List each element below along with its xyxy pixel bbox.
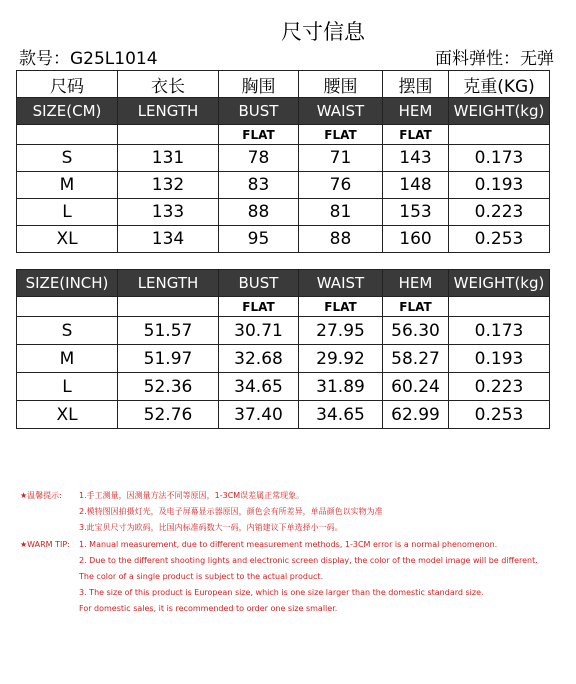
- header-cell: 摆围: [383, 71, 449, 98]
- table-cell: 83: [219, 172, 299, 199]
- note-text: 2.模特图因拍摄灯光，及电子屏幕显示器原因，颜色会有所差异，单品颜色以实物为准: [79, 507, 383, 517]
- flat-cell: [17, 297, 118, 317]
- table-cell: XL: [17, 401, 118, 429]
- style-number: 款号：G25L1014: [19, 49, 158, 69]
- table-cell: 71: [299, 145, 383, 172]
- table-row: [17, 172, 550, 199]
- fabric-elasticity: 面料弹性：无弹: [435, 49, 554, 69]
- table-cell: 88: [299, 226, 383, 253]
- table-cell: 81: [299, 199, 383, 226]
- flat-cell: FLAT: [299, 297, 383, 317]
- table-cell: 0.173: [449, 145, 550, 172]
- flat-cell: [449, 125, 550, 145]
- table-cell: 143: [383, 145, 449, 172]
- table-cell: 95: [219, 226, 299, 253]
- flat-cell: [118, 297, 219, 317]
- header-cell: HEM: [383, 98, 449, 125]
- table-cell: 160: [383, 226, 449, 253]
- table-cell: M: [17, 172, 118, 199]
- table-cell: 0.253: [449, 401, 550, 429]
- table-row: [17, 226, 550, 253]
- table-cell: 148: [383, 172, 449, 199]
- table-cell: S: [17, 145, 118, 172]
- table-cell: XL: [17, 226, 118, 253]
- table-cell: 134: [118, 226, 219, 253]
- cn-tip-label: ★温馨提示:: [20, 491, 62, 500]
- flat-cell: FLAT: [383, 125, 449, 145]
- chinese-header-row: [17, 71, 550, 98]
- flat-cell: [449, 297, 550, 317]
- en-tip-label: ★WARM TIP:: [20, 539, 70, 549]
- table-cell: 60.24: [383, 373, 449, 401]
- flat-row: [17, 125, 550, 145]
- flat-cell: FLAT: [219, 297, 299, 317]
- header-cell: 克重(KG): [449, 71, 550, 98]
- table-cell: 76: [299, 172, 383, 199]
- table-cell: 0.223: [449, 373, 550, 401]
- header-cell: WEIGHT(kg): [449, 98, 550, 125]
- table-row: [17, 373, 550, 401]
- note-text: 3.此宝贝尺寸为欧码，比国内标准码数大一码，内销建议下单选择小一码。: [79, 523, 343, 533]
- size-table-cm: [16, 70, 550, 253]
- note-text: 3. The size of this product is European size, which is one size larger than the domestic standard size.: [79, 588, 484, 598]
- table-cell: 31.89: [299, 373, 383, 401]
- table-cell: 131: [118, 145, 219, 172]
- note-text: 1. Manual measurement, due to different measurement methods, 1-3CM error is a normal phenomenon.: [79, 539, 498, 549]
- header-cell: BUST: [219, 270, 299, 297]
- header-cell: WAIST: [299, 270, 383, 297]
- table-cell: 0.253: [449, 226, 550, 253]
- note-text: 1.手工测量，因测量方法不同等原因，1-3CM误差属正常现象。: [79, 491, 305, 500]
- flat-cell: FLAT: [299, 125, 383, 145]
- note-text: The color of a single product is subject to the actual product.: [79, 571, 324, 581]
- table-row: [17, 345, 550, 373]
- table-cell: L: [17, 373, 118, 401]
- table-row: [17, 401, 550, 429]
- table-row: [17, 145, 550, 172]
- size-table-inch: [16, 269, 550, 429]
- note-text: For domestic sales, it is recommended to order one size smaller.: [79, 604, 338, 614]
- note-text: 2. Due to the different shooting lights and electronic screen display, the color of the model image will be different.: [79, 555, 538, 565]
- table-cell: 52.36: [118, 373, 219, 401]
- english-header-row: [17, 98, 550, 125]
- flat-cell: [118, 125, 219, 145]
- table-cell: 132: [118, 172, 219, 199]
- table-cell: 29.92: [299, 345, 383, 373]
- header-cell: BUST: [219, 98, 299, 125]
- table-cell: 133: [118, 199, 219, 226]
- header-cell: LENGTH: [118, 98, 219, 125]
- table-cell: 78: [219, 145, 299, 172]
- table-cell: 30.71: [219, 317, 299, 345]
- table-cell: S: [17, 317, 118, 345]
- header-cell: HEM: [383, 270, 449, 297]
- table-cell: 27.95: [299, 317, 383, 345]
- table-cell: 0.173: [449, 317, 550, 345]
- table-cell: 37.40: [219, 401, 299, 429]
- table-cell: 58.27: [383, 345, 449, 373]
- header-cell: WEIGHT(kg): [449, 270, 550, 297]
- header-cell: 尺码: [17, 71, 118, 98]
- flat-cell: [17, 125, 118, 145]
- header-cell: SIZE(CM): [17, 98, 118, 125]
- table-cell: 51.97: [118, 345, 219, 373]
- table-cell: 34.65: [299, 401, 383, 429]
- table-cell: 0.223: [449, 199, 550, 226]
- header-cell: 腰围: [299, 71, 383, 98]
- table-cell: L: [17, 199, 118, 226]
- flat-cell: FLAT: [219, 125, 299, 145]
- table-cell: 56.30: [383, 317, 449, 345]
- table-cell: 153: [383, 199, 449, 226]
- flat-cell: FLAT: [383, 297, 449, 317]
- header-cell: LENGTH: [118, 270, 219, 297]
- table-cell: 51.57: [118, 317, 219, 345]
- table-cell: 0.193: [449, 345, 550, 373]
- header-cell: SIZE(INCH): [17, 270, 118, 297]
- table-cell: 0.193: [449, 172, 550, 199]
- page-title: 尺寸信息: [281, 20, 365, 44]
- table-row: [17, 317, 550, 345]
- header-cell: WAIST: [299, 98, 383, 125]
- table-cell: 32.68: [219, 345, 299, 373]
- table-cell: 34.65: [219, 373, 299, 401]
- header-cell: 胸围: [219, 71, 299, 98]
- flat-row: [17, 297, 550, 317]
- table-cell: 52.76: [118, 401, 219, 429]
- english-header-row: [17, 270, 550, 297]
- table-cell: M: [17, 345, 118, 373]
- table-cell: 62.99: [383, 401, 449, 429]
- table-cell: 88: [219, 199, 299, 226]
- header-cell: 衣长: [118, 71, 219, 98]
- table-row: [17, 199, 550, 226]
